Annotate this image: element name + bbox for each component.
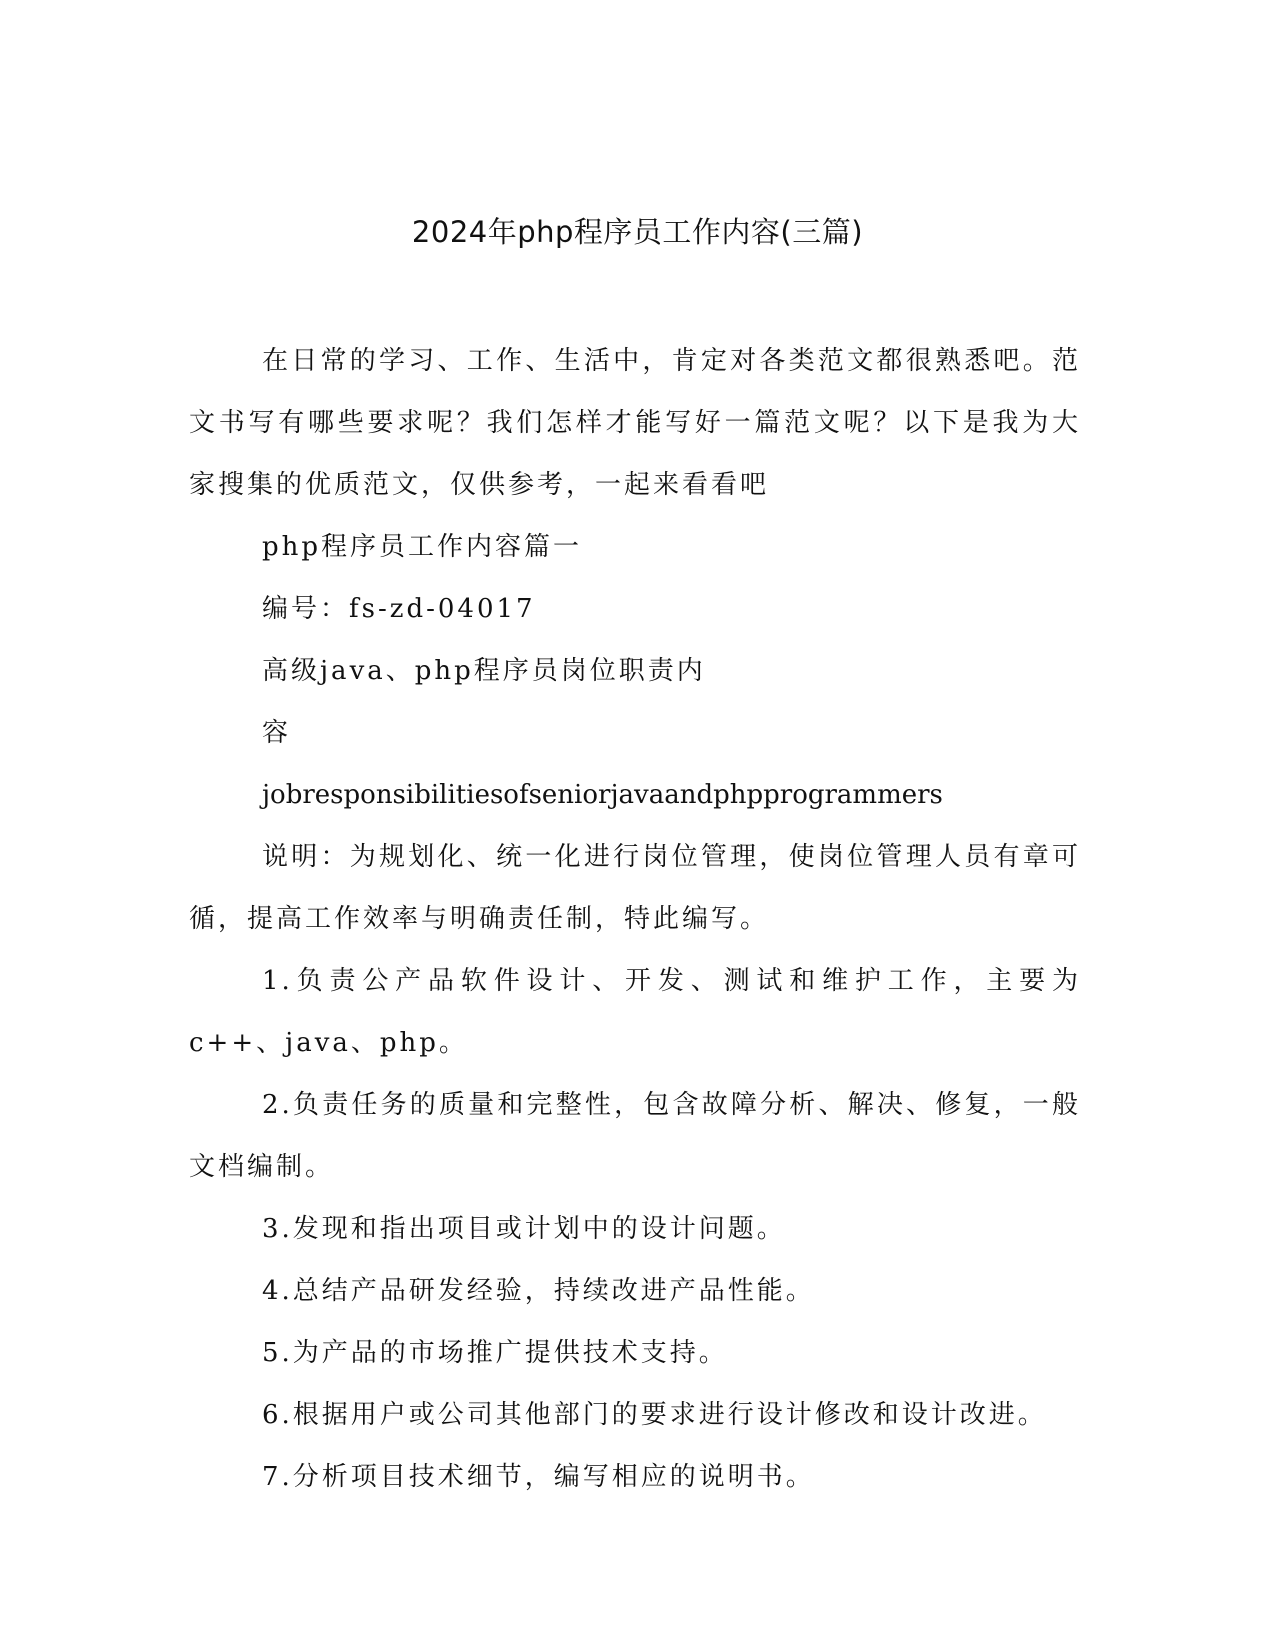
job-title-line: 高级java、php程序员岗位职责内 (262, 656, 706, 686)
job-title-continuation: 容 (262, 718, 292, 748)
section-heading: php程序员工作内容篇一 (262, 532, 583, 562)
document-number: 编号：fs-zd-04017 (262, 594, 536, 624)
duty-item: 4.总结产品研发经验，持续改进产品性能。 (262, 1276, 815, 1306)
duty-item: 5.为产品的市场推广提供技术支持。 (262, 1338, 728, 1368)
duty-item: 1.负责公产品软件设计、开发、测试和维护工作，主要为c++、java、php。 (189, 966, 1081, 1058)
duty-item: 6.根据用户或公司其他部门的要求进行设计修改和设计改进。 (262, 1400, 1047, 1430)
description-paragraph: 说明：为规划化、统一化进行岗位管理，使岗位管理人员有章可循，提高工作效率与明确责任制，特此编写。 (189, 842, 1081, 934)
intro-paragraph: 在日常的学习、工作、生活中，肯定对各类范文都很熟悉吧。范文书写有哪些要求呢？我们怎样才能写好一篇范文呢？以下是我为大家搜集的优质范文，仅供参考，一起来看看吧 (189, 346, 1081, 500)
duty-item: 3.发现和指出项目或计划中的设计问题。 (262, 1214, 786, 1244)
document-title: 2024年php程序员工作内容(三篇) (411, 215, 864, 249)
english-title: jobresponsibilitiesofseniorjavaandphpprogrammers (262, 780, 943, 810)
duty-item: 7.分析项目技术细节，编写相应的说明书。 (262, 1462, 815, 1492)
document-body (189, 330, 1081, 1508)
duty-item: 2.负责任务的质量和完整性，包含故障分析、解决、修复，一般文档编制。 (189, 1090, 1081, 1182)
